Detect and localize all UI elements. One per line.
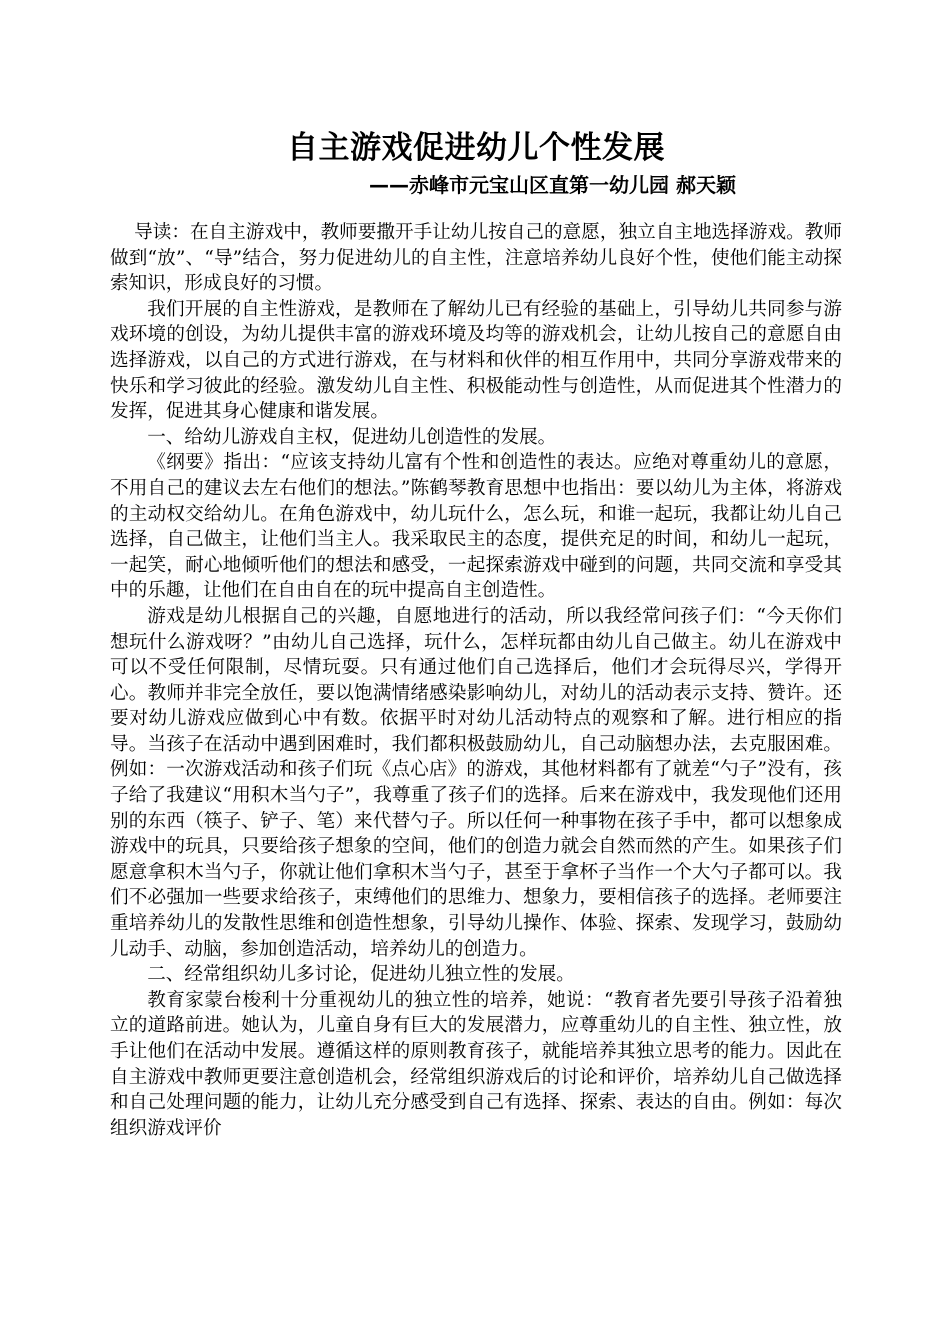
body-paragraph: 我们开展的自主性游戏，是教师在了解幼儿已有经验的基础上，引导幼儿共同参与游戏环境的创设，为幼儿提供丰富的游戏环境及均等的游戏机会，让幼儿按自己的意愿自由选择游戏，以自己的方式进行游戏，在与材料和伙伴的相互作用中，共同分享游戏带来的快乐和学习彼此的经验。激发幼儿自主性、积极能动性与创造性，从而促进其个性潜力的发挥，促进其身心健康和谐发展。 [110,298,842,423]
intro-paragraph: 导读：在自主游戏中，教师要撒开手让幼儿按自己的意愿，独立自主地选择游戏。教师做到“放”、“导”结合，努力促进幼儿的自主性，注意培养幼儿良好个性，使他们能主动探索知识，形成良好的习惯。 [110,222,842,295]
document-title: 自主游戏促进幼儿个性发展 [287,130,665,166]
document-subtitle: ——赤峰市元宝山区直第一幼儿园 郝天颖 [369,173,736,197]
body-paragraph: 教育家蒙台梭利十分重视幼儿的独立性的培养，她说：“教育者先要引导孩子沿着独立的道路前进。她认为，儿童自身有巨大的发展潜力，应尊重幼儿的自主性、独立性，放手让他们在活动中发展。遵循这样的原则教育孩子，就能培养其独立思考的能力。因此在自主游戏中教师更要注意创造机会，经常组织游戏后的讨论和评价，培养幼儿自己做选择和自己处理问题的能力，让幼儿充分感受到自己有选择、探索、表达的自由。例如：每次组织游戏评价 [110,989,842,1139]
section-heading-2: 二、经常组织幼儿多讨论，促进幼儿独立性的发展。 [147,964,575,986]
body-paragraph: 《纲要》指出：“应该支持幼儿富有个性和创造性的表达。应绝对尊重幼儿的意愿，不用自己的建议去左右他们的想法。”陈鹤琴教育思想中也指出：要以幼儿为主体，将游戏的主动权交给幼儿。在角色游戏中，幼儿玩什么，怎么玩，和谁一起玩，我都让幼儿自己选择，自己做主，让他们当主人。我采取民主的态度，提供充足的时间，和幼儿一起玩，一起笑，耐心地倾听他们的想法和感受，一起探索游戏中碰到的问题，共同交流和享受其中的乐趣，让他们在自由自在的玩中提高自主创造性。 [110,452,842,602]
section-heading-1: 一、给幼儿游戏自主权，促进幼儿创造性的发展。 [147,426,557,448]
body-paragraph: 游戏是幼儿根据自己的兴趣，自愿地进行的活动，所以我经常问孩子们：“今天你们想玩什么游戏呀？”由幼儿自己选择，玩什么，怎样玩都由幼儿自己做主。幼儿在游戏中可以不受任何限制，尽情玩耍。只有通过他们自己选择后，他们才会玩得尽兴，学得开心。教师并非完全放任，要以饱满情绪感染影响幼儿，对幼儿的活动表示支持、赞许。还要对幼儿游戏应做到心中有数。依据平时对幼儿活动特点的观察和了解。进行相应的指导。当孩子在活动中遇到困难时，我们都积极鼓励幼儿，自己动脑想办法，去克服困难。例如：一次游戏活动和孩子们玩《点心店》的游戏，其他材料都有了就差“勺子”没有，孩子给了我建议“用积木当勺子”，我尊重了孩子们的选择。后来在游戏中，我发现他们还用别的东西（筷子、铲子、笔）来代替勺子。所以任何一种事物在孩子手中，都可以想象成游戏中的玩具，只要给孩子想象的空间，他们的创造力就会自然而然的产生。如果孩子们愿意拿积木当勺子，你就让他们拿积木当勺子，甚至于拿杯子当作一个大勺子都可以。我们不必强加一些要求给孩子，束缚他们的思维力、想象力，要相信孩子的选择。老师要注重培养幼儿的发散性思维和创造性想象，引导幼儿操作、体验、探索、发现学习，鼓励幼儿动手、动脑，参加创造活动，培养幼儿的创造力。 [110,605,842,960]
document-page [110,126,842,1141]
